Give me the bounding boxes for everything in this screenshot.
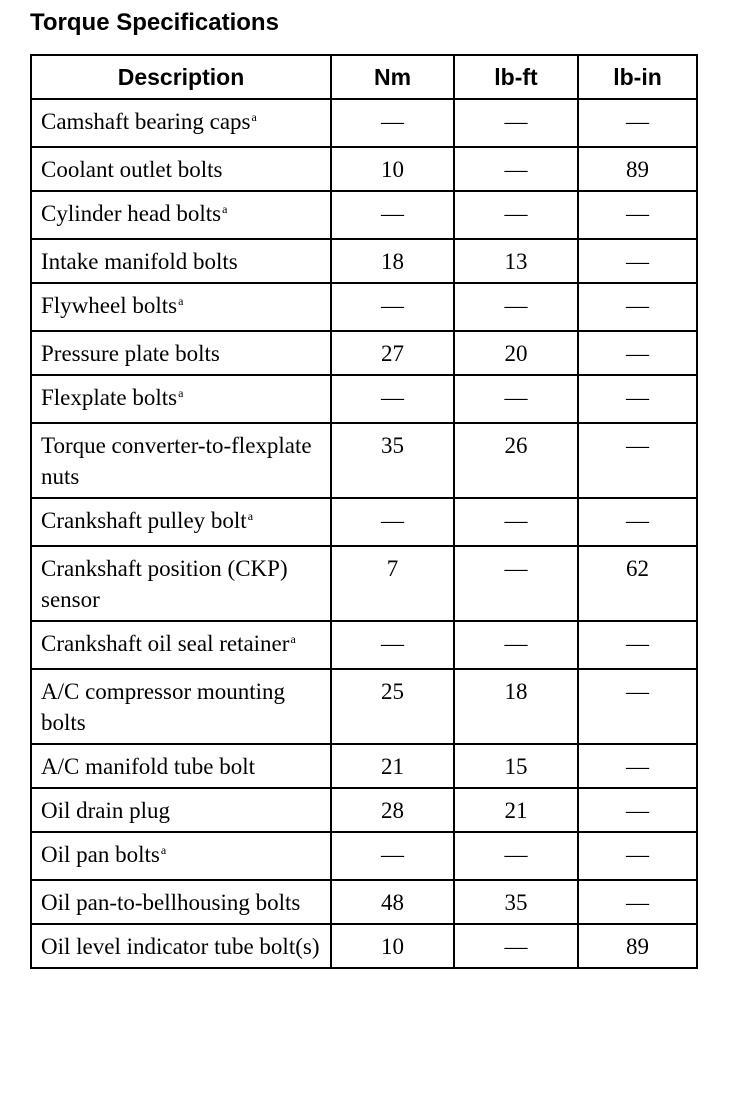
cell-lb-in: — <box>578 191 697 239</box>
cell-lb-ft: — <box>454 99 578 147</box>
cell-lb-in: — <box>578 239 697 283</box>
table-row <box>31 744 697 788</box>
cell-lb-ft: 13 <box>454 239 578 283</box>
description-text: Flywheel bolts <box>41 293 178 318</box>
column-header-nm: Nm <box>331 55 454 99</box>
page-title: Torque Specifications <box>30 9 279 36</box>
cell-description <box>31 669 331 744</box>
cell-nm: 21 <box>331 744 454 788</box>
cell-lb-ft: — <box>454 375 578 423</box>
cell-lb-in: — <box>578 832 697 880</box>
cell-description <box>31 239 331 283</box>
cell-description <box>31 283 331 331</box>
cell-lb-in: 89 <box>578 924 697 968</box>
table-row <box>31 331 697 375</box>
cell-nm: — <box>331 621 454 669</box>
cell-lb-in: — <box>578 375 697 423</box>
cell-lb-ft: 35 <box>454 880 578 924</box>
description-text: Cylinder head bolts <box>41 201 222 226</box>
description-text: Intake manifold bolts <box>41 249 238 274</box>
cell-description <box>31 423 331 498</box>
column-header-description: Description <box>31 55 331 99</box>
cell-lb-ft: 21 <box>454 788 578 832</box>
description-text: A/C manifold tube bolt <box>41 754 256 779</box>
cell-nm: — <box>331 498 454 546</box>
cell-lb-ft: 18 <box>454 669 578 744</box>
footnote-marker: a <box>178 294 184 308</box>
cell-nm: 10 <box>331 924 454 968</box>
description-text: A/C compressor mounting bolts <box>41 679 286 735</box>
cell-lb-in: — <box>578 621 697 669</box>
cell-nm: 35 <box>331 423 454 498</box>
table-row <box>31 669 697 744</box>
cell-lb-in: — <box>578 669 697 744</box>
cell-nm: — <box>331 99 454 147</box>
cell-lb-in: 89 <box>578 147 697 191</box>
cell-description <box>31 498 331 546</box>
cell-description <box>31 880 331 924</box>
description-text: Torque converter-to-flexplate nuts <box>41 433 312 489</box>
cell-description <box>31 832 331 880</box>
table-row <box>31 283 697 331</box>
footnote-marker: a <box>251 110 257 124</box>
cell-lb-in: — <box>578 744 697 788</box>
table-row <box>31 880 697 924</box>
cell-lb-ft: — <box>454 832 578 880</box>
description-text: Crankshaft oil seal retainer <box>41 631 290 656</box>
cell-nm: 10 <box>331 147 454 191</box>
description-text: Camshaft bearing caps <box>41 109 251 134</box>
cell-nm: 28 <box>331 788 454 832</box>
description-text: Oil level indicator tube bolt(s) <box>41 934 320 959</box>
cell-description <box>31 375 331 423</box>
table-row <box>31 498 697 546</box>
cell-lb-ft: — <box>454 147 578 191</box>
cell-nm: — <box>331 283 454 331</box>
cell-nm: 48 <box>331 880 454 924</box>
description-text: Crankshaft pulley bolt <box>41 508 247 533</box>
description-text: Crankshaft position (CKP) sensor <box>41 556 288 612</box>
cell-description <box>31 924 331 968</box>
table-row <box>31 423 697 498</box>
cell-lb-in: — <box>578 283 697 331</box>
column-header-lb-ft: lb-ft <box>454 55 578 99</box>
cell-lb-in: — <box>578 788 697 832</box>
description-text: Coolant outlet bolts <box>41 157 223 182</box>
description-text: Oil pan-to-bellhousing bolts <box>41 890 301 915</box>
cell-description <box>31 788 331 832</box>
description-text: Flexplate bolts <box>41 385 178 410</box>
torque-spec-table <box>30 54 698 969</box>
cell-lb-ft: — <box>454 191 578 239</box>
cell-description <box>31 744 331 788</box>
cell-nm: 25 <box>331 669 454 744</box>
table-row <box>31 832 697 880</box>
cell-description <box>31 147 331 191</box>
cell-description <box>31 331 331 375</box>
cell-nm: 27 <box>331 331 454 375</box>
cell-lb-in: — <box>578 880 697 924</box>
cell-nm: — <box>331 375 454 423</box>
table-row <box>31 924 697 968</box>
cell-nm: — <box>331 191 454 239</box>
column-header-lb-in: lb-in <box>578 55 697 99</box>
cell-lb-ft: 20 <box>454 331 578 375</box>
description-text: Pressure plate bolts <box>41 341 220 366</box>
cell-lb-ft: — <box>454 498 578 546</box>
cell-lb-in: — <box>578 99 697 147</box>
table-row <box>31 191 697 239</box>
cell-lb-in: — <box>578 331 697 375</box>
footnote-marker: a <box>290 632 296 646</box>
cell-nm: — <box>331 832 454 880</box>
footnote-marker: a <box>178 386 184 400</box>
cell-description <box>31 621 331 669</box>
table-row <box>31 239 697 283</box>
table-row <box>31 147 697 191</box>
table-header-row <box>31 55 697 99</box>
description-text: Oil drain plug <box>41 798 171 823</box>
table-row <box>31 99 697 147</box>
cell-lb-ft: — <box>454 621 578 669</box>
table-row <box>31 788 697 832</box>
table-row <box>31 621 697 669</box>
cell-description <box>31 191 331 239</box>
cell-description <box>31 546 331 621</box>
cell-lb-in: — <box>578 423 697 498</box>
cell-lb-in: — <box>578 498 697 546</box>
footnote-marker: a <box>247 509 254 523</box>
cell-lb-ft: — <box>454 283 578 331</box>
cell-nm: 18 <box>331 239 454 283</box>
cell-lb-ft: — <box>454 546 578 621</box>
cell-lb-in: 62 <box>578 546 697 621</box>
cell-nm: 7 <box>331 546 454 621</box>
footnote-marker: a <box>160 843 167 857</box>
cell-description <box>31 99 331 147</box>
cell-lb-ft: — <box>454 924 578 968</box>
cell-lb-ft: 26 <box>454 423 578 498</box>
table-row <box>31 375 697 423</box>
cell-lb-ft: 15 <box>454 744 578 788</box>
description-text: Oil pan bolts <box>41 842 160 867</box>
footnote-marker: a <box>222 202 228 216</box>
table-row <box>31 546 697 621</box>
